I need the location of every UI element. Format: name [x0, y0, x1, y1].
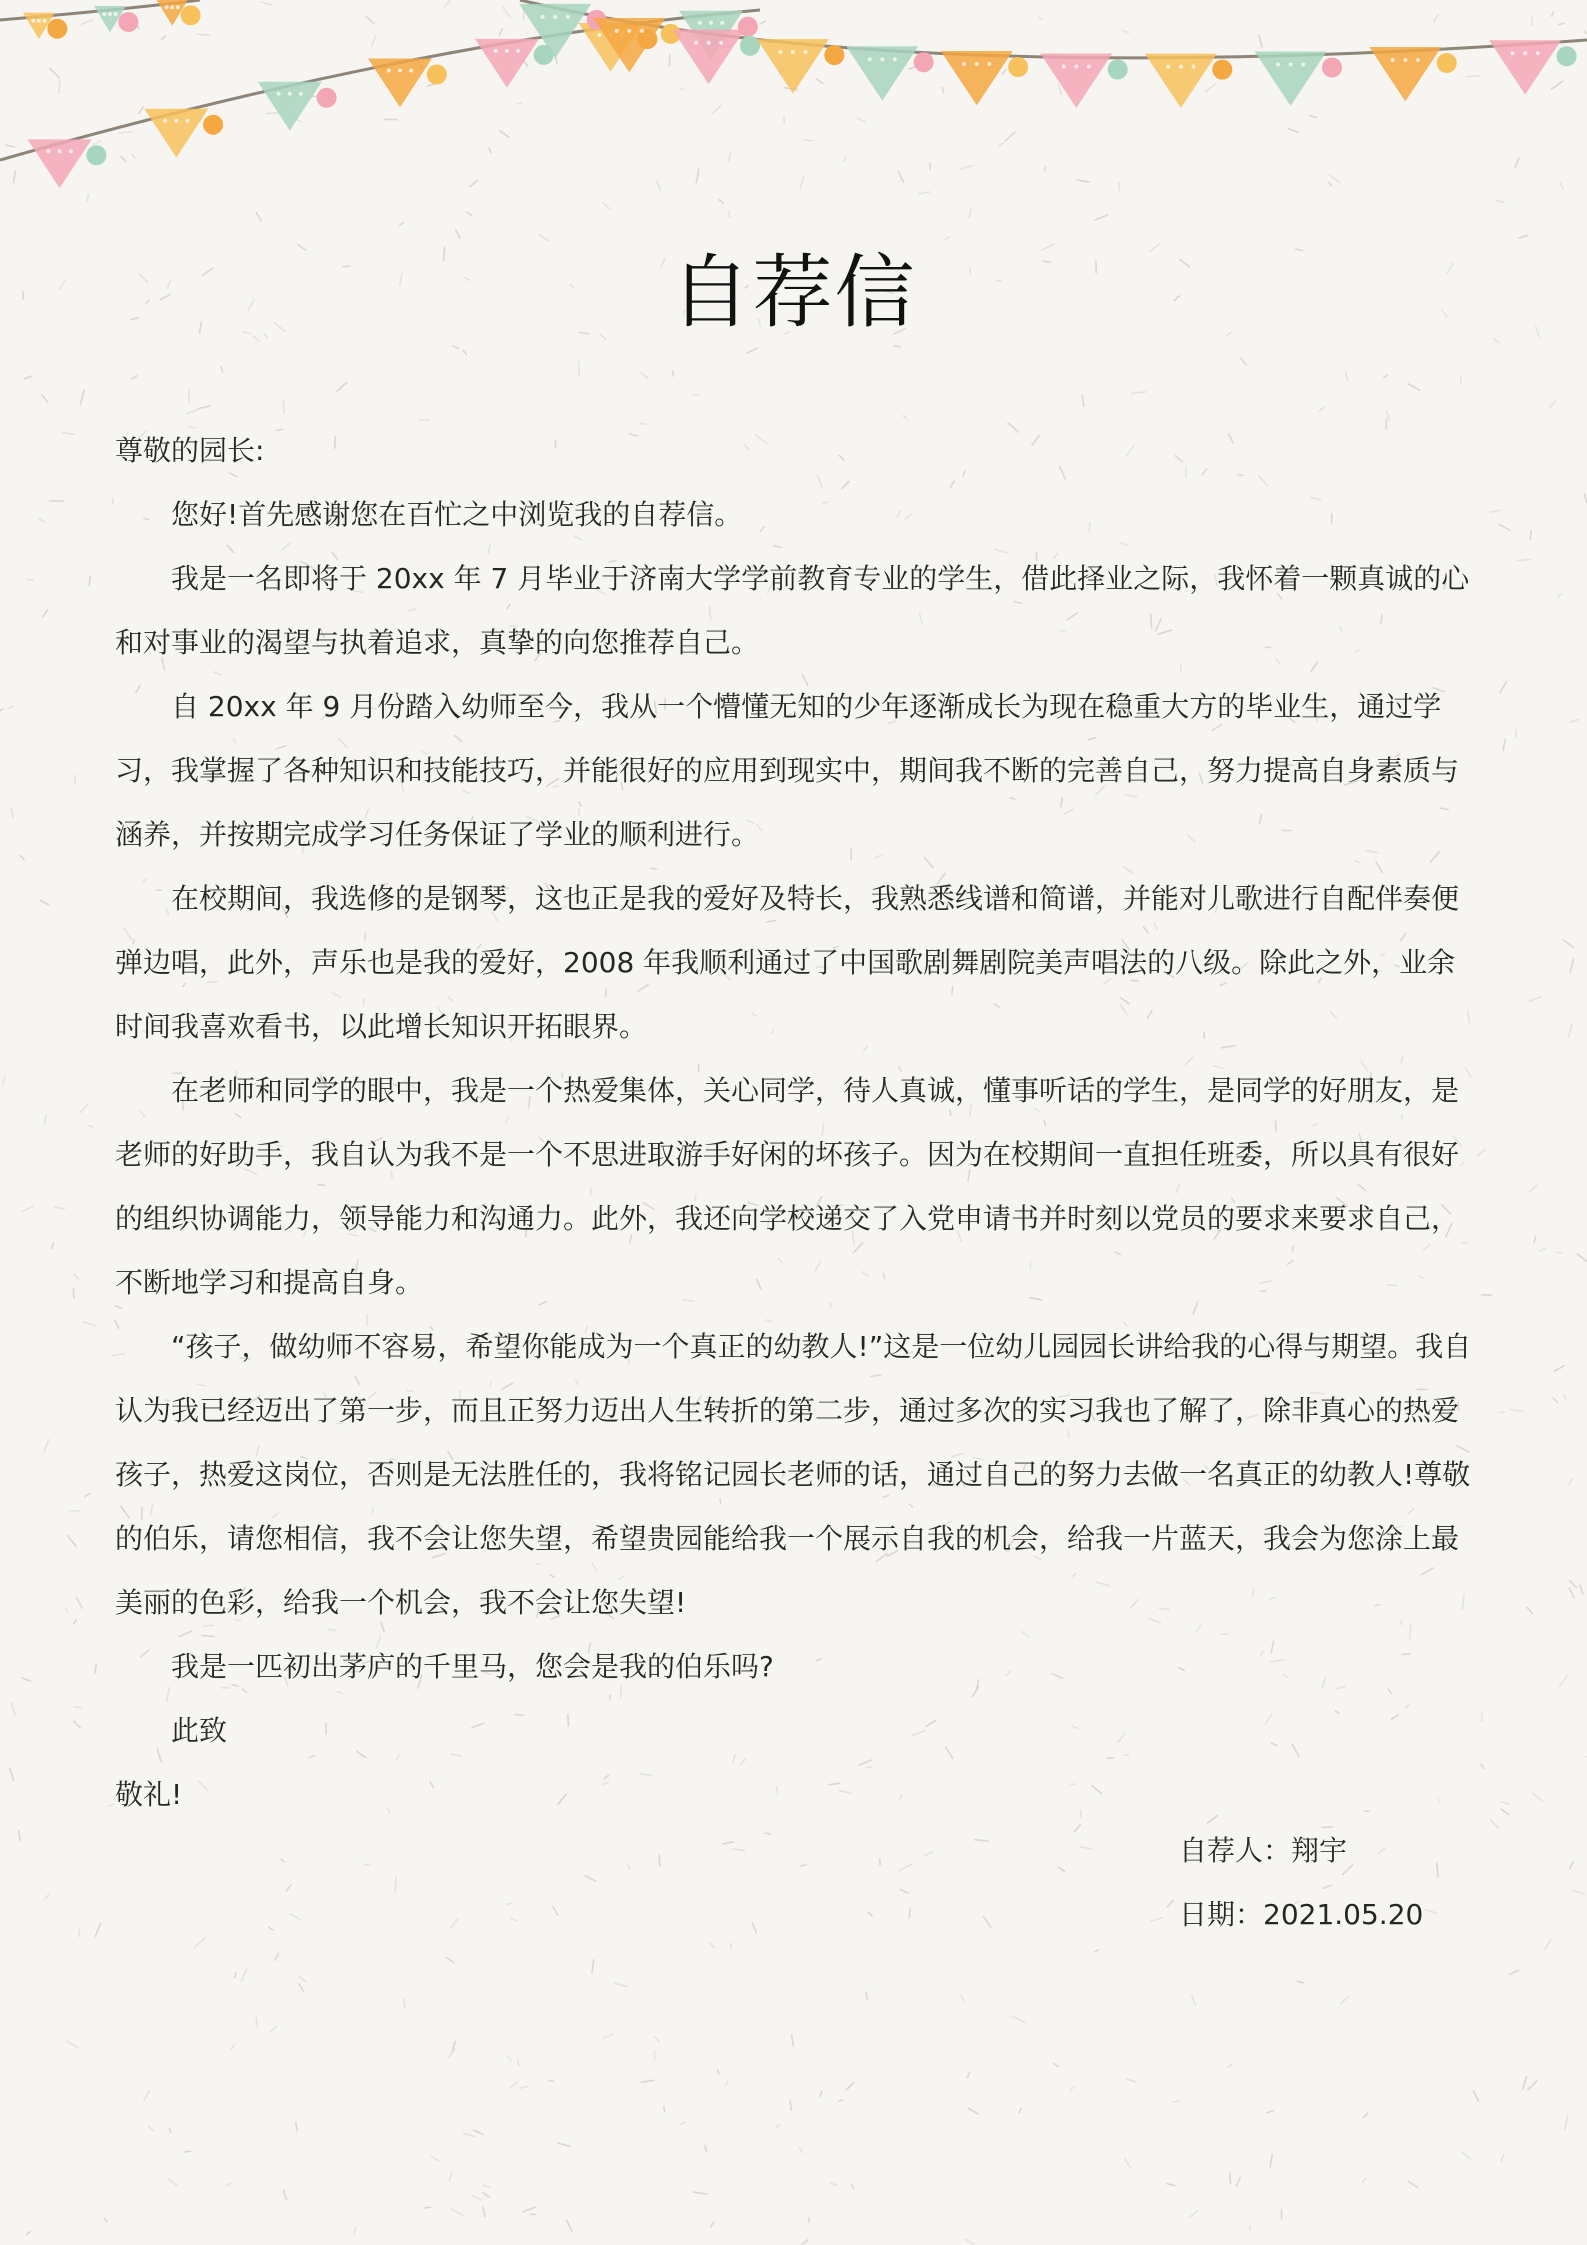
date: 日期：2021.05.20 [1179, 1898, 1424, 1931]
page-title: 自荐信 [670, 246, 917, 339]
paragraph: 您好!首先感谢您在百忙之中浏览我的自荐信。 [171, 498, 743, 531]
paragraph: 在校期间，我选修的是钢琴，这也正是我的爱好及特长，我熟悉线谱和简谱，并能对儿歌进行自配伴奏便弹边唱，此外，声乐也是我的爱好，2008 年我顺利通过了中国歌剧舞剧院美声唱法的八级。除此之外，业余时间我喜欢看书，以此增长知识开拓眼界。 [115, 882, 1460, 1043]
paragraph: 自 20xx 年 9 月份踏入幼师至今，我从一个懵懂无知的少年逐渐成长为现在稳重大方的毕业生，通过学习，我掌握了各种知识和技能技巧，并能很好的应用到现实中，期间我不断的完善自己，努力提高自身素质与涵养，并按期完成学习任务保证了学业的顺利进行。 [115, 690, 1460, 851]
paragraph: 我是一名即将于 20xx 年 7 月毕业于济南大学学前教育专业的学生，借此择业之际，我怀着一颗真诚的心和对事业的渴望与执着追求，真挚的向您推荐自己。 [115, 562, 1470, 659]
closing: 敬礼! [115, 1778, 183, 1811]
signer: 自荐人：翔宇 [1179, 1834, 1348, 1867]
signature-block [1179, 1819, 1423, 1947]
paragraph: 在老师和同学的眼中，我是一个热爱集体，关心同学，待人真诚，懂事听话的学生，是同学的好朋友，是老师的好助手，我自认为我不是一个不思进取游手好闲的坏孩子。因为在校期间一直担任班委，所以具有很好的组织协调能力，领导能力和沟通力。此外，我还向学校递交了入党申请书并时刻以党员的要求来要求自己，不断地学习和提高自身。 [115, 1074, 1460, 1299]
paragraph: 我是一匹初出茅庐的千里马，您会是我的伯乐吗? [171, 1650, 774, 1683]
party-bunting-icon [0, 0, 1587, 230]
paragraph: 此致 [171, 1714, 228, 1747]
salutation: 尊敬的园长: [115, 434, 265, 467]
letter-body [115, 419, 1473, 1827]
paragraph: “孩子，做幼师不容易，希望你能成为一个真正的幼教人!”这是一位幼儿园园长讲给我的心得与期望。我自认为我已经迈出了第一步，而且正努力迈出人生转折的第二步，通过多次的实习我也了解了，除非真心的热爱孩子，热爱这岗位，否则是无法胜任的，我将铭记园长老师的话，通过自己的努力去做一名真正的幼教人!尊敬的伯乐，请您相信，我不会让您失望，希望贵园能给我一个展示自我的机会，给我一片蓝天，我会为您涂上最美丽的色彩，给我一个机会，我不会让您失望! [115, 1330, 1472, 1619]
